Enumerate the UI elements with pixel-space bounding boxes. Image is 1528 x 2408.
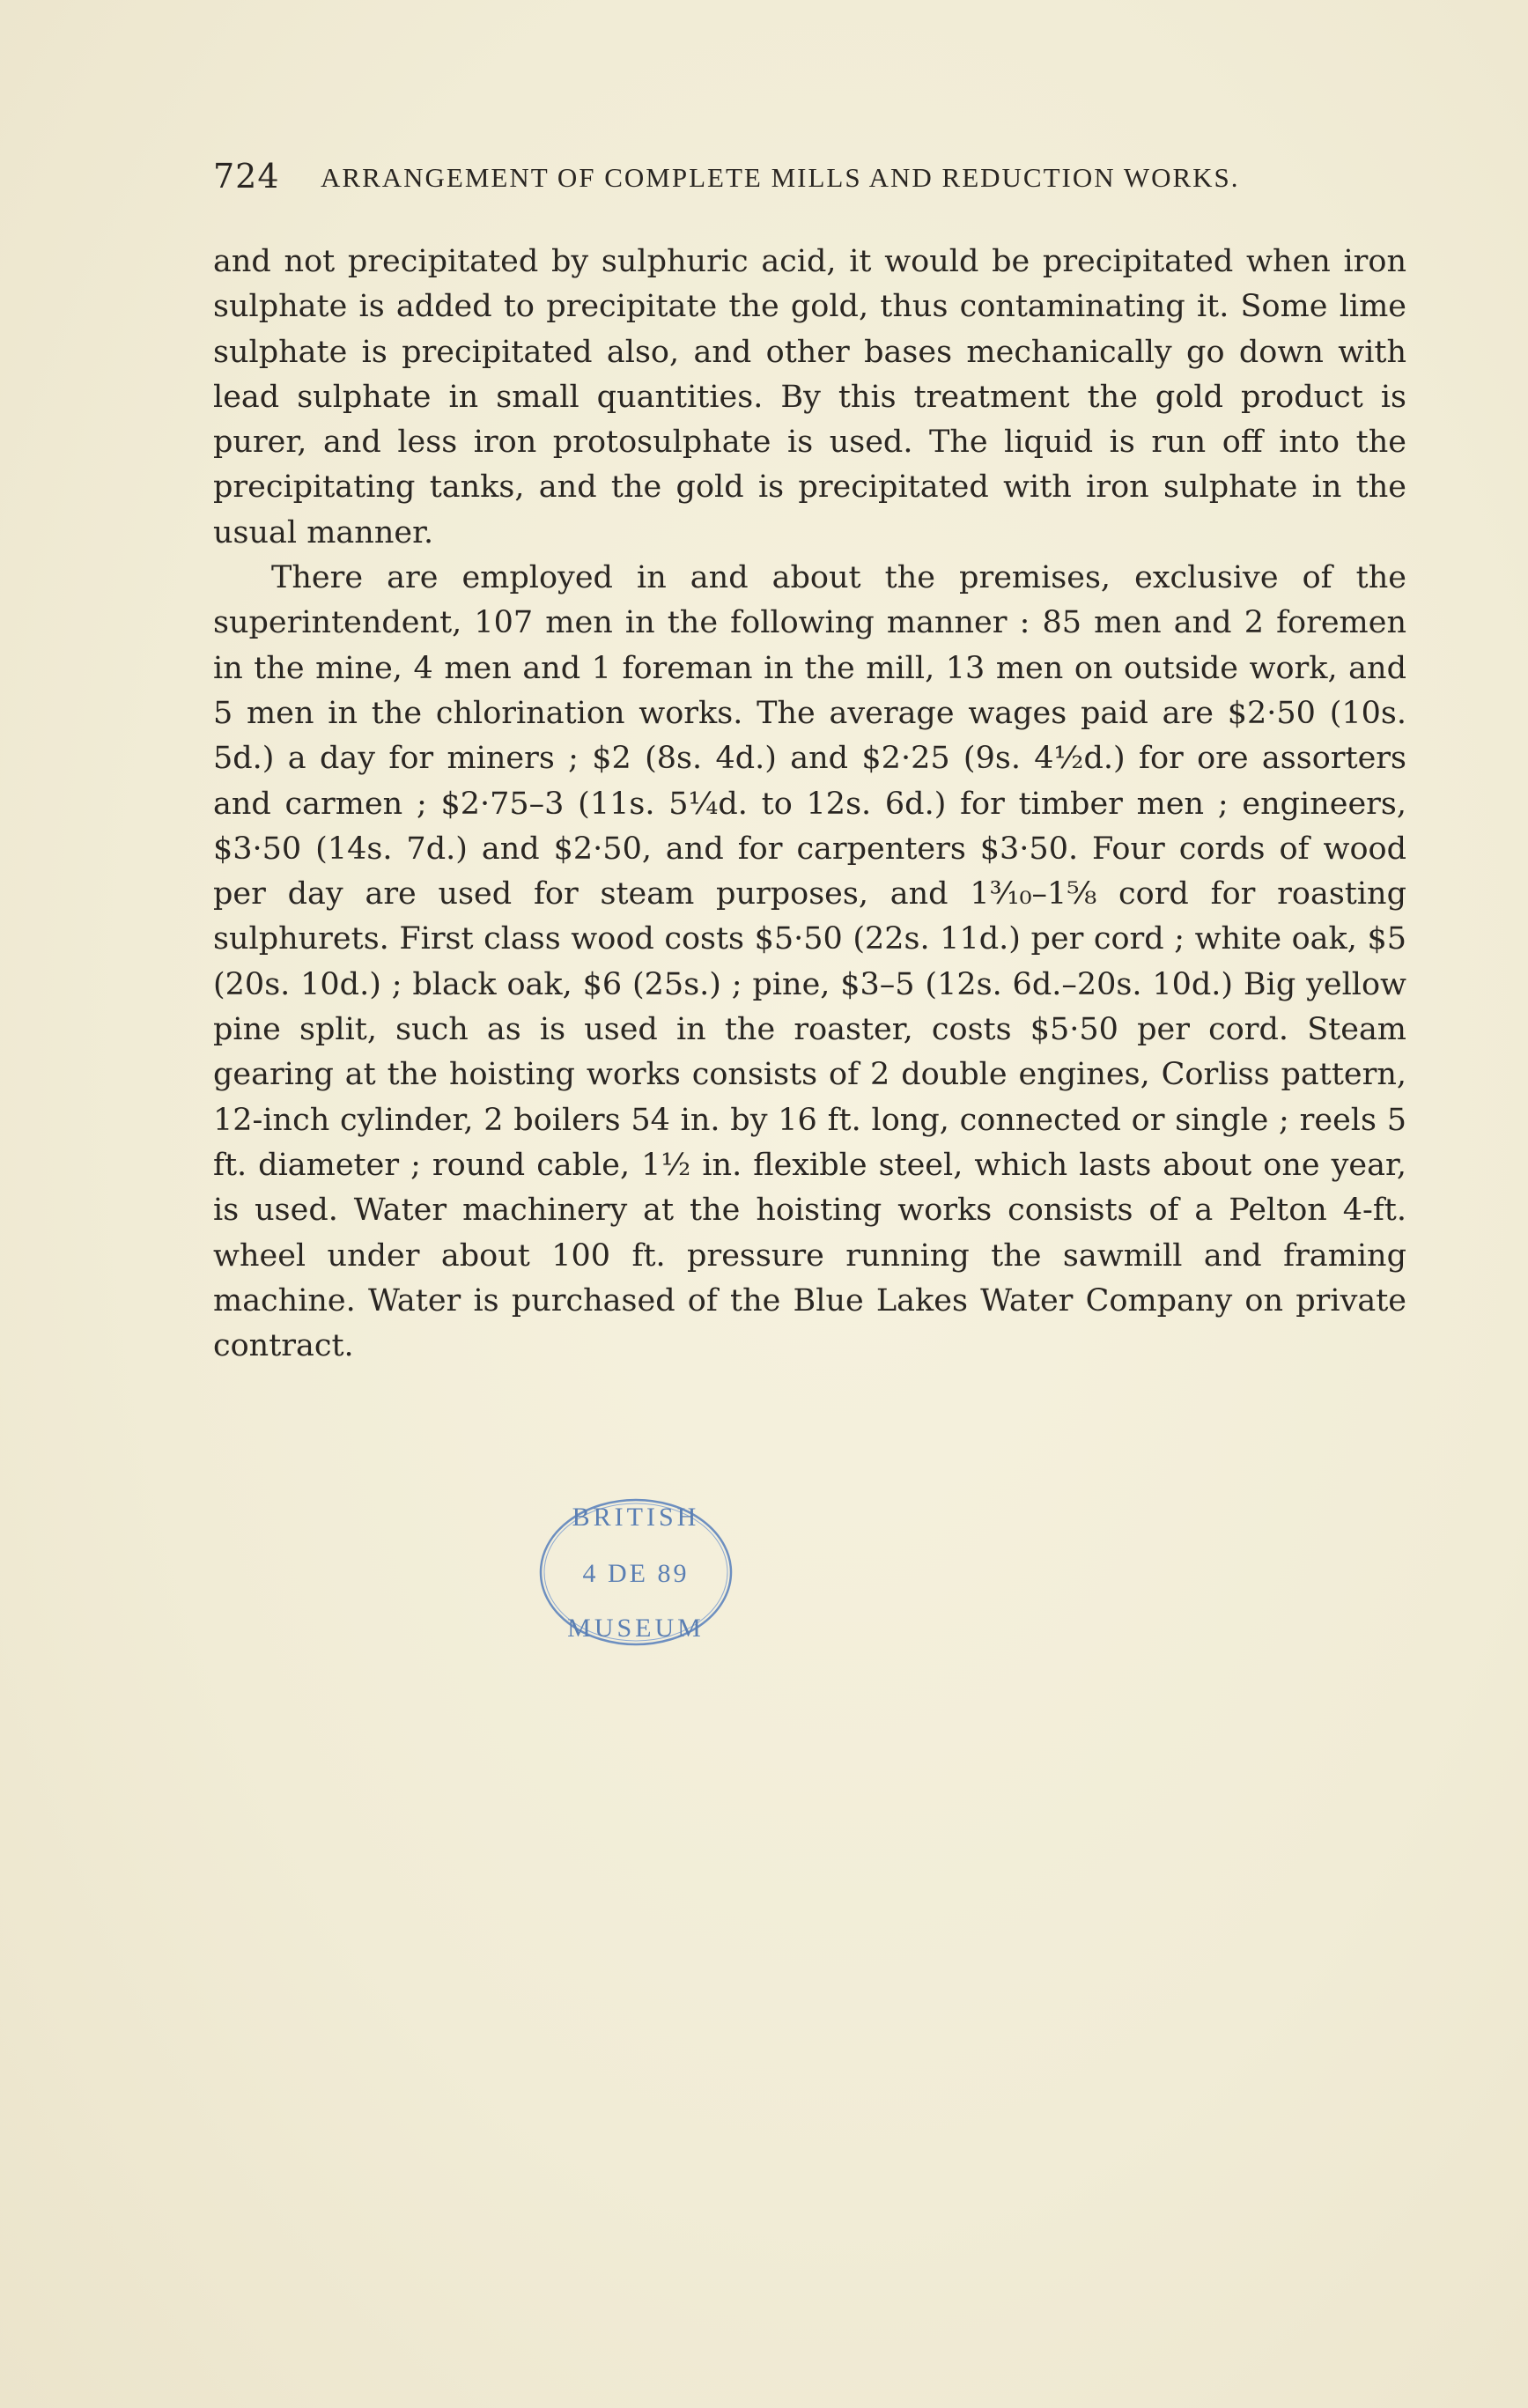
paragraph-2: There are employed in and about the premises, exclusive of the superintendent, 107 men in the following manner : 85 men and 2 foremen in the mine, 4 men and 1 foreman in the mill, 13 men on outside work, and 5 men in the chlorination works. The average wages paid are $2·50 (10s. 5d.) a day for miners ; $2 (8s. 4d.) and $2·25 (9s. 4½d.) for ore assorters and carmen ; $2·75–3 (11s. 5¼d. to 12s. 6d.) for timber men ; engineers, $3·50 (14s. 7d.) and $2·50, and for carpenters $3·50. Four cords of wood per day are used for steam purposes, and 1³⁄₁₀–1⅝ cord for roasting sulphurets. First class wood costs $5·50 (22s. 11d.) per cord ; white oak, $5 (20s. 10d.) ; black oak, $6 (25s.) ; pine, $3–5 (12s. 6d.–20s. 10d.) Big yellow pine split, such as is used in the roaster, costs $5·50 per cord. Steam gearing at the hoisting works consists of 2 double engines, Corliss pattern, 12-inch cylinder, 2 boilers 54 in. by 16 ft. long, connected or single ; reels 5 ft. diameter ; round cable, 1½ in. flexible steel, which lasts about one year, is used. Water machinery at the hoisting works consists of a Pelton 4-ft. wheel under about 100 ft. pressure running the sawmill and framing machine. Water is purchased of the Blue Lakes Water Company on private contract. bbox=[213, 560, 1406, 1364]
page-header bbox=[213, 157, 1376, 206]
page-number: 724 bbox=[213, 157, 280, 196]
body-text bbox=[213, 240, 1406, 1369]
stamp-bottom-text: MUSEUM bbox=[567, 1614, 705, 1643]
running-head: ARRANGEMENT OF COMPLETE MILLS AND REDUCTION WORKS. bbox=[321, 162, 1240, 193]
stamp-top-text: BRITISH bbox=[572, 1503, 700, 1532]
paragraph-1: and not precipitated by sulphuric acid, it would be precipitated when iron sulphate is added to precipitate the gold, thus contaminating it. Some lime sulphate is precipitated also, and other bases mechanically go down with lead sulphate in small quantities. By this treatment the gold product is purer, and less iron protosulphate is used. The liquid is run off into the precipitating tanks, and the gold is precipitated with iron sulphate in the usual manner. bbox=[213, 244, 1406, 550]
library-stamp-icon bbox=[530, 1488, 742, 1656]
stamp-date: 4 DE 89 bbox=[582, 1559, 690, 1588]
